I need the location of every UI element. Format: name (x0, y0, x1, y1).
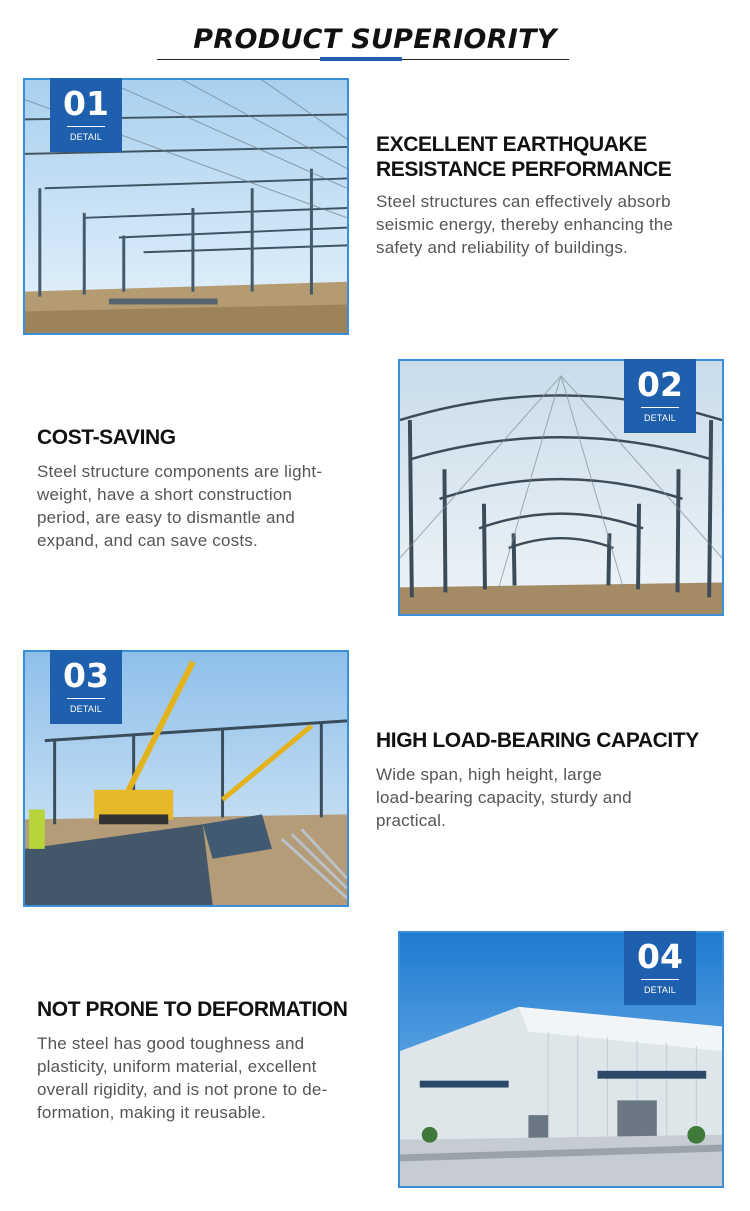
feature-title-04: NOT PRONE TO DEFORMATION (37, 998, 348, 1021)
title-accent-bar (320, 57, 402, 61)
feature-title-01: EXCELLENT EARTHQUAKE RESISTANCE PERFORMANCE (376, 133, 672, 181)
badge-divider (67, 126, 105, 127)
section-title: PRODUCT SUPERIORITY (193, 24, 557, 55)
section-header (0, 0, 750, 70)
feature-number: 03 (63, 656, 109, 695)
feature-description-02: Steel structure components are light- weight, have a short construction period, are easy to dismantle and expand, and can save costs. (37, 462, 323, 550)
feature-badge-01 (50, 78, 122, 152)
badge-detail-label: DETAIL (69, 704, 103, 714)
feature-badge-02 (624, 359, 696, 433)
badge-divider (641, 979, 679, 980)
badge-detail-label: DETAIL (643, 413, 677, 423)
feature-number: 04 (637, 937, 683, 976)
feature-description-04: The steel has good toughness and plasticity, uniform material, excellent overall rigidity, and is not prone to de- formation, making it reusable. (37, 1034, 328, 1122)
feature-badge-04 (624, 931, 696, 1005)
feature-badge-03 (50, 650, 122, 724)
badge-detail-label: DETAIL (69, 132, 103, 142)
feature-title-02: COST-SAVING (37, 426, 176, 449)
feature-title-03: HIGH LOAD-BEARING CAPACITY (376, 729, 699, 752)
badge-divider (67, 698, 105, 699)
badge-divider (641, 407, 679, 408)
badge-detail-label: DETAIL (643, 985, 677, 995)
feature-number: 02 (637, 365, 683, 404)
feature-description-01: Steel structures can effectively absorb seismic energy, thereby enhancing the safety and reliability of buildings. (376, 192, 674, 257)
feature-number: 01 (63, 84, 109, 123)
feature-description-03: Wide span, high height, large load-bearing capacity, sturdy and practical. (376, 765, 632, 830)
